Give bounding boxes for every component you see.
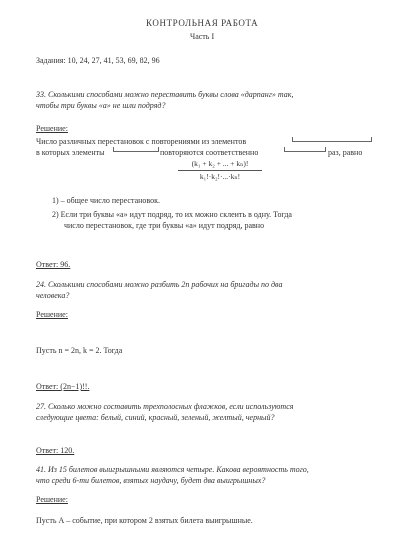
problem-24-question-line1: 24. Сколькими способами можно разбить 2n рабочих на бригады по два [36,280,283,289]
problem-41-question-line2: что среди 6-ти билетов, взятых наудачу, будет два выигрышных? [36,476,266,485]
part-label: Часть I [190,32,215,41]
problem-24-answer: Ответ: (2n−1)!!. [36,382,90,391]
formula-denominator: k₁!·k₂!·...·kₙ! [199,172,241,181]
problem-27-question-line1: 27. Сколько можно составить трехполосных флажков, если используются [36,402,294,411]
problem-33-item2-line2: число перестановок, где три буквы «а» идут подряд, равно [64,221,265,230]
problem-33-solution-line2b: повторяются соответственно [160,148,259,157]
document-title: КОНТРОЛЬНАЯ РАБОТА [146,18,259,28]
brace-elements [292,137,372,142]
problem-33-item2-line1: 2) Если три буквы «а» идут подряд, то их можно склеить в одну. Тогда [52,210,292,219]
problem-24-question-line2: человека? [36,291,70,300]
problem-33-answer: Ответ: 96. [36,260,71,269]
brace-counts [113,147,159,152]
problem-33-question-line1: 33. Сколькими способами можно переставить буквы слова «дарпанг» так, [36,90,294,99]
problem-33-solution-line2c: раз, равно [328,148,363,157]
problem-41-question-line1: 41. Из 15 билетов выигрышными являются четыре. Какова вероятность того, [36,465,309,474]
problem-24-solution-label: Решение: [36,310,68,319]
brace-multiplicities [284,147,326,152]
problem-33-solution-label: Решение: [36,124,68,133]
problem-41-let: Пусть А – событие, при котором 2 взятых билета выигрышные. [36,516,253,525]
problem-33-item1: 1) – общее число перестановок. [52,196,161,205]
problem-33-solution-line1: Число различных перестановок с повторениями из элементов [36,137,247,146]
formula-numerator: (k₁ + k₂ + ... + kₙ)! [191,159,249,168]
problem-27-question-line2: следующие цвета: белый, синий, красный, зеленый, желтый, черный? [36,413,275,422]
formula-fraction-bar [178,170,262,171]
problem-27-answer: Ответ: 120. [36,446,75,455]
problem-33-solution-line2: в которых элементы [36,148,105,157]
problem-24-let: Пусть n = 2n, k = 2. Тогда [36,346,123,355]
problem-33-question-line2: чтобы три буквы «а» не шли подряд? [36,101,166,110]
problem-41-solution-label: Решение: [36,495,68,504]
tasks-line: Задания: 10, 24, 27, 41, 53, 69, 82, 96 [36,56,160,65]
